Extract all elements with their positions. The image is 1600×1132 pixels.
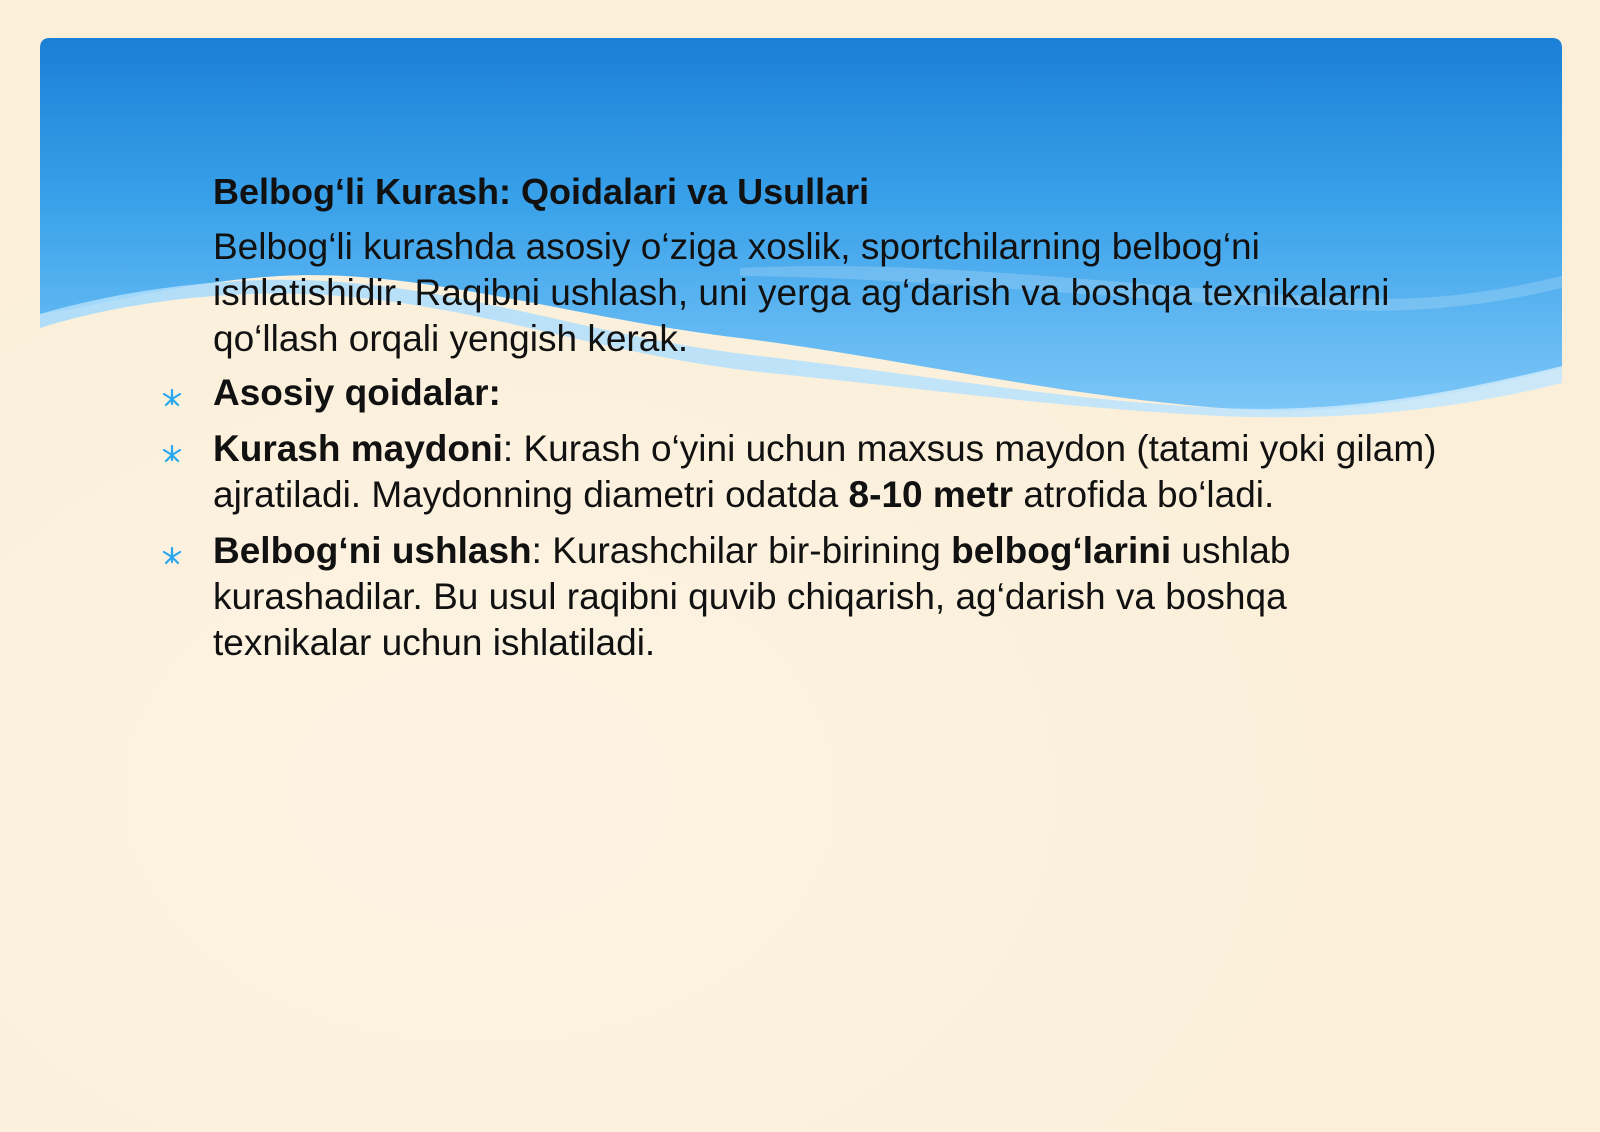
asterisk-bullet-icon [160, 528, 184, 574]
bullet-text-end: atrofida bo‘ladi. [1013, 474, 1275, 515]
bullet-item-arena [150, 426, 1450, 518]
slide-content [150, 168, 1450, 676]
asterisk-bullet-icon [160, 426, 184, 472]
bullet-bold-inline: belbog‘larini [951, 530, 1172, 571]
bullet-item-belt-grip [150, 528, 1450, 666]
bullet-text: : Kurashchilar bir-birining [531, 530, 952, 571]
intro-paragraph: Belbog‘li kurashda asosiy o‘ziga xoslik, sportchilarning belbog‘ni ishlatishidir. Raqibni ushlash, uni yerga ag‘darish va boshqa texnikalarni qo‘llash orqali yengish kerak. [213, 226, 1390, 359]
bullet-bold-text: Belbog‘ni ushlash [213, 530, 532, 571]
asterisk-bullet-icon [160, 370, 184, 416]
bullet-item-rules [150, 370, 1450, 416]
bullet-text-end: ushlab kurashadilar. Bu usul raqibni quvib chiqarish, ag‘darish va boshqa texnikalar uchun ishlatiladi. [213, 530, 1291, 663]
slide-title: Belbog‘li Kurash: Qoidalari va Usullari [213, 171, 870, 212]
bullet-bold-text: Asosiy qoidalar: [213, 372, 501, 413]
bullet-text: : Kurash o‘yini uchun maxsus maydon (tatami yoki gilam) ajratiladi. Maydonning diametri odatda [213, 428, 1437, 515]
bullet-bold-inline: 8-10 metr [848, 474, 1014, 515]
bullet-bold-text: Kurash maydoni [213, 428, 503, 469]
